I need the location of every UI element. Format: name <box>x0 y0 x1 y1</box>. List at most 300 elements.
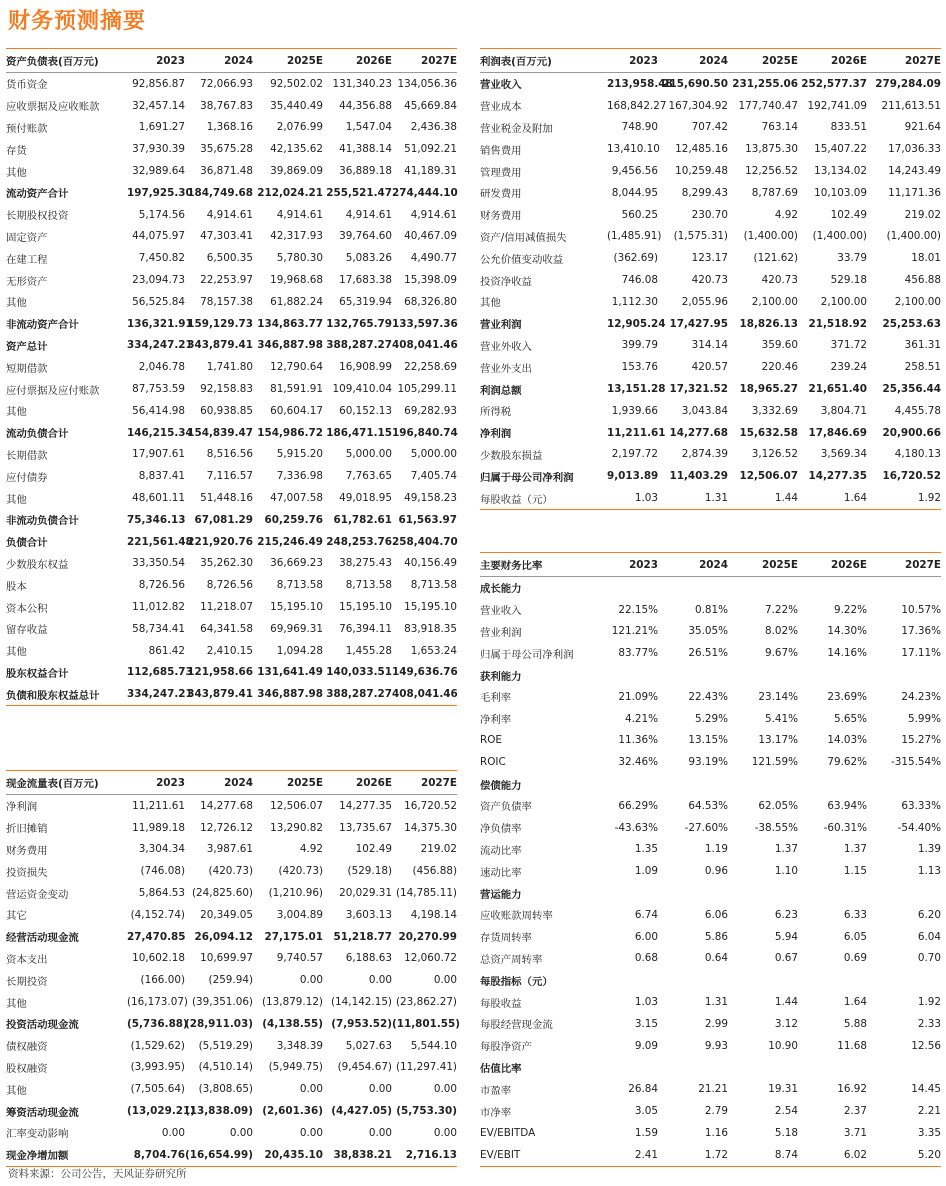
table-row <box>480 465 941 487</box>
value-cell: 258.51 <box>904 361 941 374</box>
row-label: 投资活动现金流 <box>6 1019 79 1032</box>
value-cell <box>867 577 941 599</box>
value-cell: 192,741.09 <box>807 99 867 112</box>
value-cell: 3.15 <box>634 1017 658 1030</box>
row-label: 公允价值变动收益 <box>480 253 564 266</box>
value-cell: 5,027.63 <box>345 1039 392 1052</box>
value-cell: 63.33% <box>901 799 941 812</box>
value-cell: 17,321.52 <box>669 383 728 396</box>
value-cell: 15,407.22 <box>814 143 867 156</box>
row-label: 营业外收入 <box>480 340 532 353</box>
value-cell: 5,083.26 <box>345 252 392 265</box>
value-cell: (4,138.55) <box>262 1017 323 1030</box>
row-label: 其他 <box>6 406 27 419</box>
value-cell: 17,907.61 <box>132 448 185 461</box>
value-cell: 0.00 <box>433 1126 457 1139</box>
row-label: ROIC <box>480 756 506 769</box>
row-label: 汇率变动影响 <box>6 1128 69 1141</box>
value-cell: 20,349.05 <box>200 908 253 921</box>
value-cell: 140,033.51 <box>326 666 392 679</box>
value-cell: 408,041.46 <box>392 339 458 352</box>
value-cell: 112,685.73 <box>127 666 193 679</box>
value-cell: 0.00 <box>299 1083 323 1096</box>
value-cell: 1.92 <box>867 487 941 509</box>
row-label: 少数股东损益 <box>480 449 543 462</box>
value-cell: (5,519.29) <box>198 1039 253 1052</box>
value-cell: 5,000.00 <box>345 448 392 461</box>
row-label: 应付债券 <box>6 471 48 484</box>
value-cell: 1.19 <box>704 843 728 856</box>
row-label: ROE <box>480 734 502 747</box>
table-row <box>6 378 457 400</box>
value-cell <box>607 882 658 904</box>
table-row <box>480 400 941 422</box>
value-cell: 11,403.29 <box>669 470 728 483</box>
value-cell: (5,753.30) <box>396 1105 457 1118</box>
value-cell: 105,299.11 <box>397 383 457 396</box>
value-cell: 4.92 <box>299 843 323 856</box>
value-cell: 15,398.09 <box>404 274 457 287</box>
value-cell: 18,965.27 <box>739 383 798 396</box>
table-title: 现金流量表(百万元) <box>6 771 127 795</box>
value-cell: 21.21 <box>698 1083 728 1096</box>
value-cell: 25,356.44 <box>882 383 941 396</box>
value-cell: 123.17 <box>691 252 728 265</box>
value-cell: 93.19% <box>688 756 728 769</box>
row-label: 股本 <box>6 580 27 593</box>
value-cell: 75,346.13 <box>127 513 186 526</box>
value-cell: 11,989.18 <box>132 821 185 834</box>
row-label: 其他 <box>6 997 27 1010</box>
value-cell: 134,056.36 <box>397 77 457 90</box>
value-cell: 219.02 <box>420 843 457 856</box>
value-cell: 14,375.30 <box>404 821 457 834</box>
value-cell: 8,044.95 <box>611 186 658 199</box>
row-label: 筹资活动现金流 <box>6 1106 79 1119</box>
value-cell: (3,993.95) <box>130 1061 185 1074</box>
value-cell: 39,764.60 <box>339 230 392 243</box>
value-cell: 0.00 <box>299 1126 323 1139</box>
row-label: 经营活动现金流 <box>6 932 79 945</box>
value-cell: 0.00 <box>161 1126 185 1139</box>
value-cell: 8,516.56 <box>206 448 253 461</box>
value-cell: 0.00 <box>368 1126 392 1139</box>
value-cell: 1,455.28 <box>345 644 392 657</box>
value-cell: 51,448.16 <box>200 492 253 505</box>
table-row <box>480 817 941 839</box>
table-row <box>6 926 457 948</box>
value-cell: 134,863.77 <box>257 317 323 330</box>
table-row <box>6 356 457 378</box>
table-row <box>6 313 457 335</box>
value-cell: 14,277.68 <box>669 426 728 439</box>
value-cell: 23.14% <box>758 690 798 703</box>
value-cell: 56,525.84 <box>132 295 185 308</box>
column-header: 2026E <box>323 771 392 795</box>
table-row <box>6 596 457 618</box>
table-row <box>6 904 457 926</box>
value-cell <box>607 577 658 599</box>
value-cell: 133,597.36 <box>392 317 458 330</box>
value-cell <box>607 773 658 795</box>
column-header: 2023 <box>127 49 185 73</box>
table-row <box>6 1078 457 1100</box>
value-cell: 7.22% <box>764 603 798 616</box>
value-cell: 16,908.99 <box>339 361 392 374</box>
value-cell: 61,882.24 <box>270 295 323 308</box>
row-label: 资本支出 <box>6 953 48 966</box>
value-cell: 5.88 <box>843 1017 867 1030</box>
value-cell: 1,691.27 <box>138 121 185 134</box>
row-label: 其他 <box>6 493 27 506</box>
table-row <box>6 465 457 487</box>
value-cell <box>798 969 867 991</box>
row-label: 少数股东权益 <box>6 558 69 571</box>
value-cell: 6.00 <box>634 930 658 943</box>
value-cell: 44,356.88 <box>339 99 392 112</box>
row-label: 每股经营现金流 <box>480 1019 553 1032</box>
row-label: 营业税金及附加 <box>480 122 553 135</box>
value-cell: 1.31 <box>704 996 728 1009</box>
value-cell: 22.43% <box>688 690 728 703</box>
value-cell: 72,066.93 <box>200 77 253 90</box>
value-cell: (1,400.00) <box>812 230 867 243</box>
value-cell: 25,253.63 <box>882 317 941 330</box>
row-label: 市净率 <box>480 1106 512 1119</box>
row-label: 管理费用 <box>480 166 522 179</box>
value-cell: 334,247.21 <box>127 339 193 352</box>
value-cell: 12,726.12 <box>200 821 253 834</box>
value-cell: 69,282.93 <box>404 404 457 417</box>
value-cell: 5.99% <box>907 712 941 725</box>
table-row <box>6 95 457 117</box>
value-cell: 213,958.48 <box>607 77 673 90</box>
column-header: 2025E <box>728 553 798 577</box>
value-cell: 343,879.41 <box>185 683 253 705</box>
table-row <box>480 730 941 752</box>
value-cell: 2.54 <box>774 1105 798 1118</box>
value-cell: 45,669.84 <box>404 99 457 112</box>
row-label: 净利润 <box>6 801 38 814</box>
value-cell: -60.31% <box>823 821 867 834</box>
value-cell: 10,602.18 <box>132 952 185 965</box>
value-cell: 5,864.53 <box>138 887 185 900</box>
value-cell: (13,879.12) <box>262 996 323 1009</box>
row-label: 存货 <box>6 144 27 157</box>
column-header: 2024 <box>185 49 253 73</box>
value-cell <box>728 969 798 991</box>
table-row <box>6 662 457 684</box>
value-cell: 13,735.67 <box>339 821 392 834</box>
row-label: 营业利润 <box>480 626 522 639</box>
value-cell: 62.05% <box>758 799 798 812</box>
value-cell: 6.33 <box>843 908 867 921</box>
income-statement-table <box>480 48 941 510</box>
value-cell: (3,808.65) <box>198 1083 253 1096</box>
value-cell: 8,726.56 <box>138 579 185 592</box>
row-label: 利润总额 <box>480 384 522 397</box>
value-cell: 15,195.10 <box>339 601 392 614</box>
row-label: 资产/信用减值损失 <box>480 231 567 244</box>
value-cell: 1.03 <box>607 487 658 509</box>
value-cell: 58,734.41 <box>132 622 185 635</box>
table-row <box>6 618 457 640</box>
value-cell: 146,215.34 <box>127 426 193 439</box>
value-cell: (420.73) <box>278 865 323 878</box>
value-cell: 26.51% <box>688 647 728 660</box>
row-label: 股东权益合计 <box>6 667 69 680</box>
row-label: 投资净收益 <box>480 275 532 288</box>
row-label: 资产负债率 <box>480 801 532 814</box>
value-cell: 17.11% <box>901 647 941 660</box>
table-row <box>6 1013 457 1035</box>
value-cell: 66.29% <box>618 799 658 812</box>
column-header: 2027E <box>392 771 457 795</box>
value-cell: 14,277.35 <box>339 799 392 812</box>
value-cell: 38,838.21 <box>323 1144 392 1166</box>
value-cell: 343,879.41 <box>187 339 253 352</box>
value-cell <box>728 664 798 686</box>
row-label: 留存收益 <box>6 624 48 637</box>
value-cell: 8,787.69 <box>751 186 798 199</box>
value-cell: 4,490.77 <box>410 252 457 265</box>
value-cell: 37,930.39 <box>132 143 185 156</box>
value-cell: 1,653.24 <box>410 644 457 657</box>
table-title: 主要财务比率 <box>480 553 607 577</box>
table-row <box>480 1122 941 1144</box>
value-cell: (13,838.09) <box>185 1105 254 1118</box>
value-cell: 0.00 <box>368 974 392 987</box>
value-cell: 17,683.38 <box>339 274 392 287</box>
section-row <box>480 882 941 904</box>
value-cell: 3,348.39 <box>276 1039 323 1052</box>
row-label: 其他 <box>6 646 27 659</box>
balance-sheet-table <box>6 48 457 706</box>
row-label: 长期投资 <box>6 975 48 988</box>
column-header: 2026E <box>323 49 392 73</box>
value-cell: 2,100.00 <box>820 295 867 308</box>
row-label: 资本公积 <box>6 602 48 615</box>
value-cell: 0.70 <box>917 952 941 965</box>
value-cell: 56,414.98 <box>132 404 185 417</box>
value-cell: (11,801.55) <box>392 1017 461 1030</box>
value-cell: 8,713.58 <box>410 579 457 592</box>
value-cell: 11,012.82 <box>132 601 185 614</box>
value-cell: 83,918.35 <box>404 622 457 635</box>
value-cell: 1.64 <box>843 996 867 1009</box>
table-row <box>480 356 941 378</box>
value-cell: 47,303.41 <box>200 230 253 243</box>
row-label: 偿债能力 <box>480 779 522 792</box>
value-cell: 20,435.10 <box>253 1144 323 1166</box>
value-cell: 102.49 <box>830 208 867 221</box>
value-cell: 131,340.23 <box>332 77 392 90</box>
value-cell: (16,173.07) <box>127 996 188 1009</box>
table-row <box>6 509 457 531</box>
table-row <box>6 1144 457 1166</box>
row-label: 投资损失 <box>6 866 48 879</box>
value-cell: 63.94% <box>827 799 867 812</box>
value-cell <box>867 1057 941 1079</box>
value-cell: 51,218.77 <box>333 930 392 943</box>
value-cell: (28,911.03) <box>185 1017 254 1030</box>
column-header: 2023 <box>127 771 185 795</box>
value-cell: 92,158.83 <box>200 383 253 396</box>
value-cell: 12,905.24 <box>607 317 666 330</box>
value-cell: 132,765.79 <box>326 317 392 330</box>
table-row <box>6 117 457 139</box>
value-cell: 359.60 <box>761 339 798 352</box>
value-cell: 1.10 <box>774 865 798 878</box>
value-cell: 1.09 <box>634 865 658 878</box>
table-row <box>480 621 941 643</box>
value-cell: 11,218.07 <box>200 601 253 614</box>
value-cell: 154,986.72 <box>257 426 323 439</box>
column-header: 2025E <box>253 771 323 795</box>
value-cell: 1.03 <box>634 996 658 1009</box>
value-cell: 13.15% <box>688 734 728 747</box>
row-label: 营业外支出 <box>480 362 532 375</box>
row-label: 营运资金变动 <box>6 888 69 901</box>
table-row <box>480 335 941 357</box>
value-cell: 0.00 <box>229 1126 253 1139</box>
value-cell: 8,837.41 <box>138 470 185 483</box>
row-label: 现金净增加额 <box>6 1144 127 1166</box>
value-cell: 707.42 <box>691 121 728 134</box>
row-label: 应收账款周转率 <box>480 910 553 923</box>
row-label: 归属于母公司净利润 <box>480 471 574 484</box>
value-cell: 67,081.29 <box>194 513 253 526</box>
table-row <box>6 444 457 466</box>
value-cell: 1.39 <box>917 843 941 856</box>
value-cell: 177,740.47 <box>738 99 798 112</box>
table-row <box>6 640 457 662</box>
value-cell: 15,632.58 <box>739 426 798 439</box>
value-cell: 32.46% <box>618 756 658 769</box>
value-cell: 5,915.20 <box>276 448 323 461</box>
value-cell: (362.69) <box>613 252 658 265</box>
value-cell: 15.27% <box>901 734 941 747</box>
table-row <box>6 1035 457 1057</box>
value-cell: 36,669.23 <box>270 557 323 570</box>
value-cell: 64.53% <box>688 799 728 812</box>
value-cell: 1.59 <box>634 1126 658 1139</box>
row-label: 债权融资 <box>6 1041 48 1054</box>
value-cell: 121.59% <box>751 756 798 769</box>
value-cell: 7,763.65 <box>345 470 392 483</box>
row-label: 其他 <box>6 166 27 179</box>
value-cell: (5,949.75) <box>268 1061 323 1074</box>
value-cell: 3,987.61 <box>206 843 253 856</box>
table-row <box>480 117 941 139</box>
value-cell: 1,741.80 <box>206 361 253 374</box>
value-cell: 35,440.49 <box>270 99 323 112</box>
value-cell: (259.94) <box>208 974 253 987</box>
value-cell: 3.35 <box>917 1126 941 1139</box>
table-row <box>6 531 457 553</box>
value-cell: 49,158.23 <box>404 492 457 505</box>
page-title: 财务预测摘要 <box>8 9 147 34</box>
value-cell: 13,290.82 <box>270 821 323 834</box>
value-cell: 1.37 <box>774 843 798 856</box>
value-cell: 3,569.34 <box>820 448 867 461</box>
value-cell: 16,720.52 <box>882 470 941 483</box>
value-cell: 1.13 <box>917 865 941 878</box>
row-label: 负债和股东权益总计 <box>6 683 127 705</box>
value-cell: 17,036.33 <box>888 143 941 156</box>
row-label: 每股收益 <box>480 997 522 1010</box>
value-cell: 219.02 <box>904 208 941 221</box>
value-cell: 5.41% <box>764 712 798 725</box>
value-cell: 48,601.11 <box>132 492 185 505</box>
row-label: 资产总计 <box>6 340 48 353</box>
value-cell: 40,156.49 <box>404 557 457 570</box>
value-cell: 361.31 <box>904 339 941 352</box>
value-cell <box>798 664 867 686</box>
value-cell: 5.94 <box>774 930 798 943</box>
table-row <box>480 860 941 882</box>
value-cell: 13,134.02 <box>814 165 867 178</box>
value-cell: 33,350.54 <box>132 557 185 570</box>
value-cell <box>607 969 658 991</box>
value-cell: 5.20 <box>867 1144 941 1166</box>
table-row <box>480 926 941 948</box>
value-cell: 20,270.99 <box>398 930 457 943</box>
value-cell <box>867 882 941 904</box>
value-cell: 2,436.38 <box>410 121 457 134</box>
value-cell: 346,887.98 <box>253 683 323 705</box>
table-row <box>480 686 941 708</box>
value-cell: (456.88) <box>412 865 457 878</box>
row-label: 短期借款 <box>6 362 48 375</box>
value-cell: 87,753.59 <box>132 383 185 396</box>
value-cell: 36,871.48 <box>200 165 253 178</box>
value-cell: (9,454.67) <box>337 1061 392 1074</box>
row-label: 无形资产 <box>6 275 48 288</box>
table-row <box>480 291 941 313</box>
value-cell: (13,029.21) <box>127 1105 196 1118</box>
row-label: 净负债率 <box>480 823 522 836</box>
table-row <box>6 335 457 357</box>
value-cell <box>867 664 941 686</box>
value-cell <box>658 664 728 686</box>
value-cell: 35.05% <box>688 625 728 638</box>
value-cell: (166.00) <box>140 974 185 987</box>
table-header <box>480 553 941 577</box>
value-cell: 9,740.57 <box>276 952 323 965</box>
value-cell: 14,243.49 <box>888 165 941 178</box>
section-row <box>480 664 941 686</box>
value-cell: 314.14 <box>691 339 728 352</box>
value-cell: 560.25 <box>621 208 658 221</box>
value-cell: 14.16% <box>827 647 867 660</box>
row-label: 其他 <box>6 1084 27 1097</box>
value-cell <box>798 577 867 599</box>
value-cell: (24,825.60) <box>192 887 253 900</box>
value-cell: 2,100.00 <box>751 295 798 308</box>
value-cell: 2.33 <box>917 1017 941 1030</box>
row-label: EV/EBITDA <box>480 1126 536 1139</box>
value-cell <box>607 1057 658 1079</box>
value-cell: (746.08) <box>140 865 185 878</box>
row-label: 净利润 <box>480 428 512 441</box>
value-cell: 14.03% <box>827 734 867 747</box>
table-row <box>6 948 457 970</box>
row-label: 速动比率 <box>480 866 522 879</box>
value-cell <box>867 773 941 795</box>
row-label: 获利能力 <box>480 670 522 683</box>
value-cell: 18.01 <box>911 252 941 265</box>
